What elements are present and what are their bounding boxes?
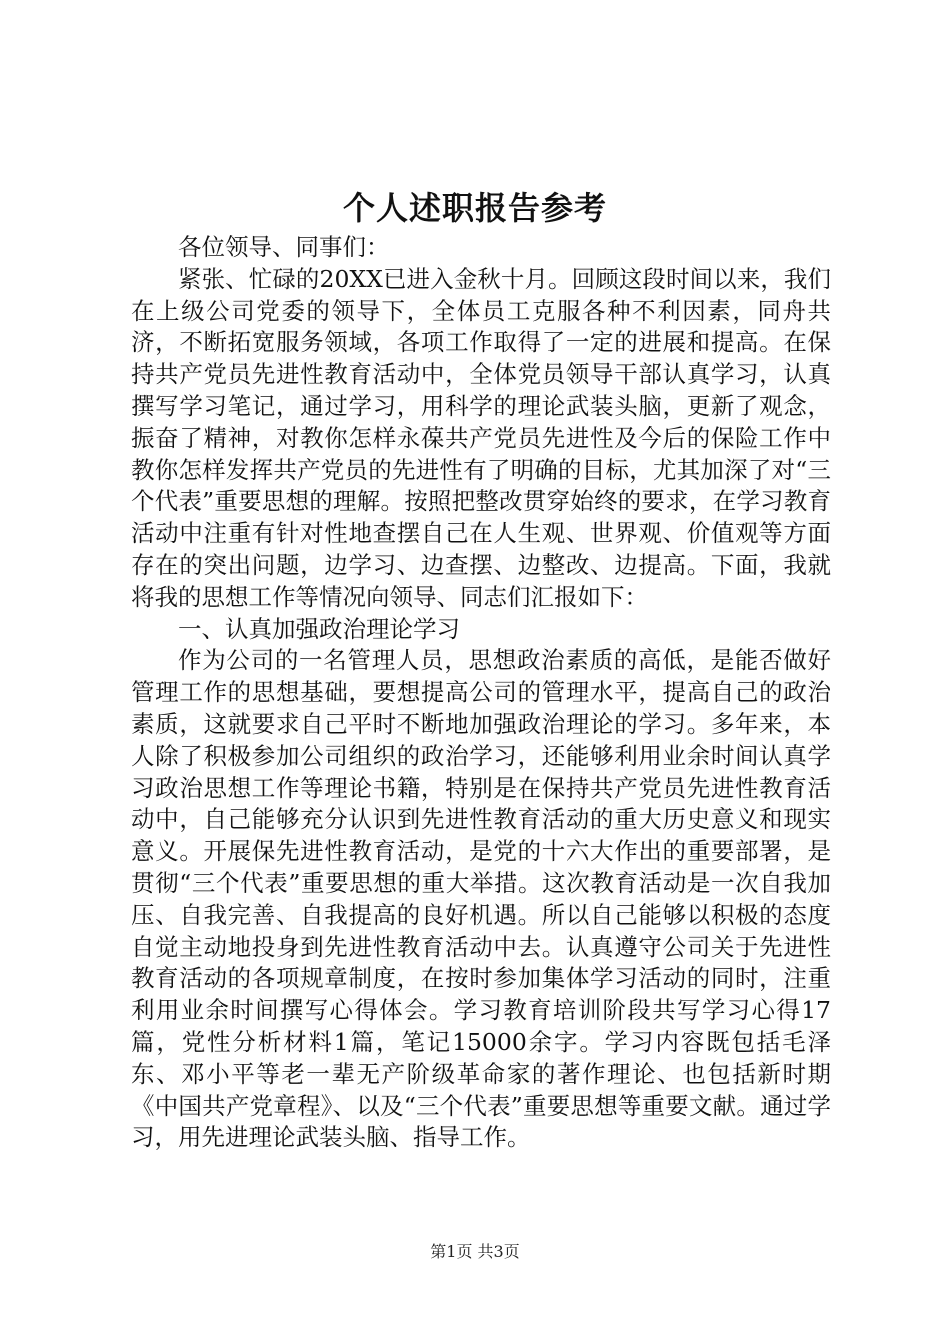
greeting-paragraph: 各位领导、同事们： xyxy=(178,233,390,261)
section-paragraph: 作为公司的一名管理人员，思想政治素质的高低，是能否做好管理工作的思想基础，要想提高公司的管理水平，提高自己的政治素质，这就要求自己平时不断地加强政治理论的学习。多年来，本人除了积极参加公司组织的政治学习，还能够利用业余时间认真学习政治思想工作等理论书籍，特别是在保持共产党员先进性教育活动中，自己能够充分认识到先进性教育活动的重大历史意义和现实意义。开展保先进性教育活动，是党的十六大作出的重要部署，是贯彻“三个代表”重要思想的重大举措。这次教育活动是一次自我加压、自我完善、自我提高的良好机遇。所以自己能够以积极的态度自觉主动地投身到先进性教育活动中去。认真遵守公司关于先进性教育活动的各项规章制度，在按时参加集体学习活动的同时，注重利用业余时间撰写心得体会。学习教育培训阶段共写学习心得17篇，党性分析材料1篇，笔记15000余字。学习内容既包括毛泽东、邓小平等老一辈无产阶级革命家的著作理论、也包括新时期《中国共产党章程》、以及“三个代表”重要思想等重要文献。通过学习，用先进理论武装头脑、指导工作。 xyxy=(131,646,831,1152)
section-heading: 一、认真加强政治理论学习 xyxy=(178,614,460,643)
document-title: 个人述职报告参考 xyxy=(342,189,607,227)
page-footer: 第1页 共3页 xyxy=(430,1242,520,1261)
document-body xyxy=(131,232,831,1154)
intro-paragraph: 紧张、忙碌的20XX已进入金秋十月。回顾这段时间以来，我们在上级公司党委的领导下，全体员工克服各种不利因素，同舟共济，不断拓宽服务领域，各项工作取得了一定的进展和提高。在保持共产党员先进性教育活动中，全体党员领导干部认真学习，认真撰写学习笔记，通过学习，用科学的理论武装头脑，更新了观念，振奋了精神，对教你怎样永葆共产党员先进性及今后的保险工作中教你怎样发挥共产党员的先进性有了明确的目标，尤其加深了对“三个代表”重要思想的理解。按照把整改贯穿始终的要求，在学习教育活动中注重有针对性地查摆自己在人生观、世界观、价值观等方面存在的突出问题，边学习、边查摆、边整改、边提高。下面，我就将我的思想工作等情况向领导、同志们汇报如下： xyxy=(131,264,831,611)
